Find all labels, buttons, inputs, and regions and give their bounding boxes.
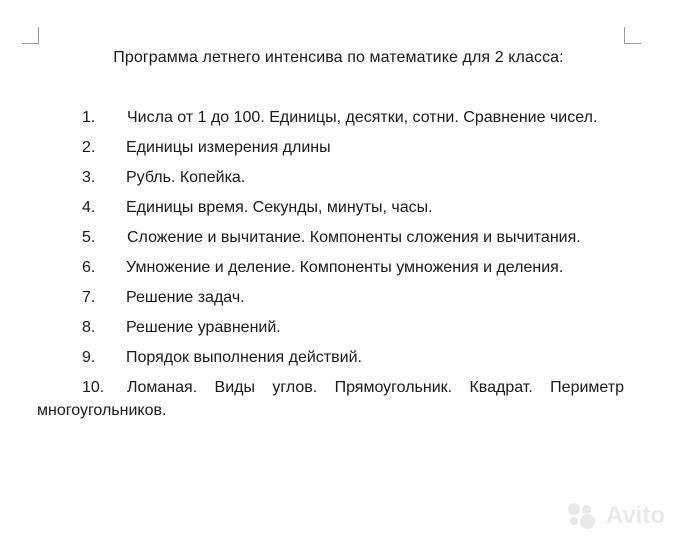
list-item [82,196,624,219]
list-item [37,376,624,422]
list-item-text: Рубль. Копейка. [126,169,246,186]
avito-logo-icon [568,503,600,529]
avito-watermark [568,502,665,530]
list-item-text: Порядок выполнения действий. [126,349,362,366]
list-item-number: 6. [82,259,96,276]
list-item [82,166,624,189]
list-item-number: 9. [82,349,96,366]
list-item-number: 5. [82,229,96,246]
list-item-text: Решение уравнений. [126,319,281,336]
list-item-text: Числа от 1 до 100. Единицы, десятки, сотни. Сравнение чисел. [127,109,598,126]
watermark-text: Avito [605,502,665,529]
list-item-number: 7. [82,289,96,306]
list-item-text: Единицы измерения длины [126,139,331,156]
list-item-number: 2. [82,139,96,156]
list-item-text: Умножение и деление. Компоненты умножения и деления. [126,259,564,276]
list-item-number: 3. [82,169,96,186]
list-item-text: Решение задач. [126,289,245,306]
list-item [82,316,624,339]
list-item [82,286,624,309]
page-corner-mark-top-right [624,27,641,44]
page-corner-mark-top-left [22,27,39,44]
list-item-text: Ломаная. Виды углов. Прямоугольник. Квадрат. Периметр многоугольников. [37,379,624,419]
list-item-number: 1. [82,109,96,126]
document-title: Программа летнего интенсива по математике для 2 класса: [113,49,564,66]
program-list [37,106,624,429]
list-item [82,136,624,159]
list-item [37,106,624,129]
list-item [82,256,624,279]
list-item-number: 10. [82,379,105,396]
list-item [37,226,624,249]
list-item-number: 8. [82,319,96,336]
list-item-number: 4. [82,199,96,216]
list-item-text: Единицы время. Секунды, минуты, часы. [126,199,433,216]
list-item-text: Сложение и вычитание. Компоненты сложения и вычитания. [127,229,581,246]
list-item [82,346,624,369]
